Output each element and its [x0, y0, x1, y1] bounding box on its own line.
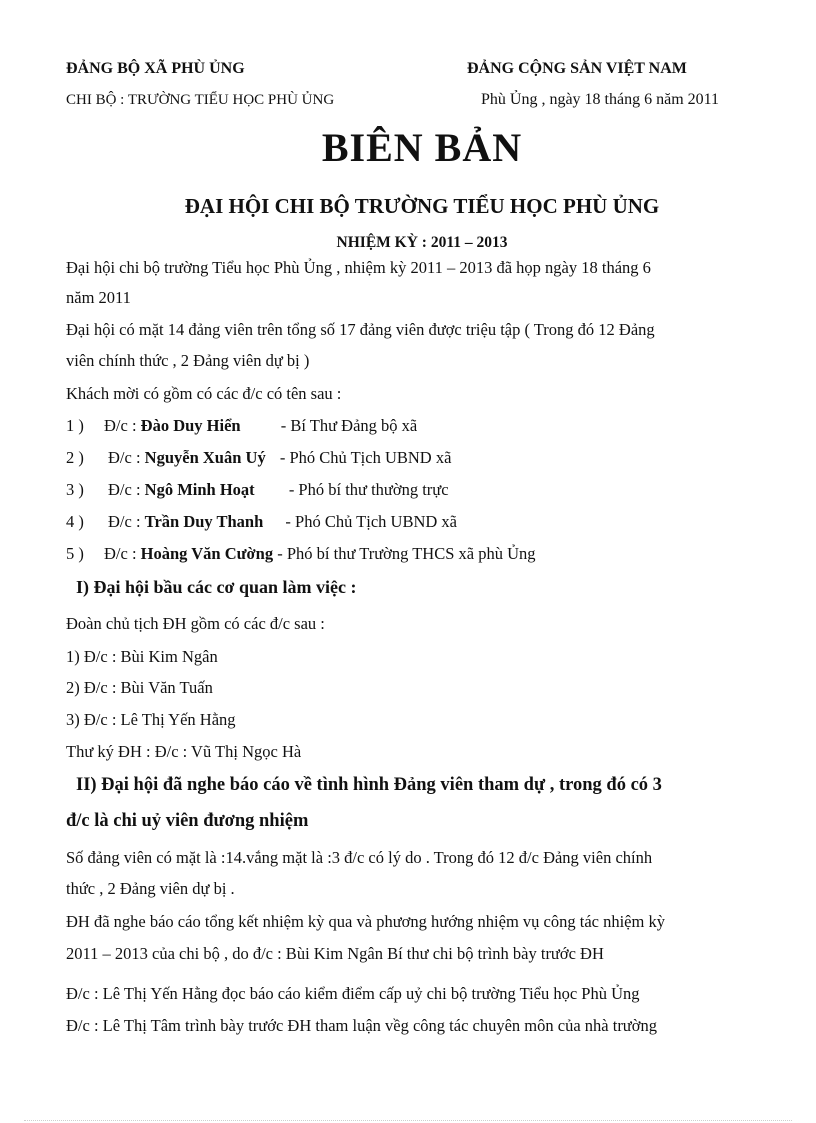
guest-item — [66, 448, 451, 468]
guest-name: Ngô Minh Hoạt — [144, 480, 255, 499]
guests-intro: Khách mời có gồm có các đ/c có tên sau : — [66, 384, 342, 403]
attendance-line-2: viên chính thức , 2 Đảng viên dự bị ) — [66, 351, 310, 370]
guest-name: Đào Duy Hiển — [140, 416, 241, 435]
guest-name: Nguyễn Xuân Uý — [144, 448, 266, 467]
self-review-line: Đ/c : Lê Thị Yến Hằng đọc báo cáo kiểm điểm cấp uỷ chi bộ trường Tiểu học Phù Ủng — [66, 984, 640, 1003]
page-bottom-divider — [24, 1120, 792, 1121]
guest-role: - Bí Thư Đảng bộ xã — [280, 416, 418, 435]
guest-role: - Phó Chủ Tịch UBND xã — [285, 512, 457, 531]
guest-role: - Phó bí thư Trường THCS xã phù Ủng — [277, 544, 536, 563]
attendance-line-1: Đại hội có mặt 14 đảng viên trên tổng số 17 đảng viên được triệu tập ( Trong đó 12 Đảng — [66, 320, 655, 339]
guest-number: 1 ) — [66, 416, 84, 435]
guest-item — [66, 512, 457, 532]
party-name: ĐẢNG CỘNG SẢN VIỆT NAM — [467, 60, 687, 77]
guest-role: - Phó Chủ Tịch UBND xã — [279, 448, 452, 467]
presidium-member: 3) Đ/c : Lê Thị Yến Hằng — [66, 710, 236, 729]
report-summary-line-1: ĐH đã nghe báo cáo tổng kết nhiệm kỳ qua và phương hướng nhiệm vụ công tác nhiệm kỳ — [66, 912, 665, 931]
guest-item — [66, 544, 536, 564]
guest-prefix: Đ/c : — [108, 512, 141, 531]
party-cell-name: CHI BỘ : TRƯỜNG TIỂU HỌC PHÙ ỦNG — [66, 92, 335, 108]
guest-role: - Phó bí thư thường trực — [288, 480, 449, 499]
guest-prefix: Đ/c : — [104, 416, 137, 435]
guest-item — [66, 416, 417, 436]
guest-prefix: Đ/c : — [108, 448, 141, 467]
guest-name: Hoàng Văn Cường — [140, 544, 274, 563]
guest-prefix: Đ/c : — [108, 480, 141, 499]
guest-number: 2 ) — [66, 448, 84, 467]
document-title: BIÊN BẢN — [321, 125, 523, 170]
section-2-heading-line-2: đ/c là chi uỷ viên đương nhiệm — [66, 811, 309, 831]
guest-item — [66, 480, 449, 500]
presidium-member: 2) Đ/c : Bùi Văn Tuấn — [66, 678, 213, 697]
attendance-report-line-1: Số đảng viên có mặt là :14.vắng mặt là :3 đ/c có lý do . Trong đó 12 đ/c Đảng viên chính — [66, 848, 653, 867]
section-2-heading-line-1: II) Đại hội đã nghe báo cáo về tình hình Đảng viên tham dự , trong đó có 3 — [76, 775, 662, 795]
intro-line-2: năm 2011 — [66, 288, 131, 307]
guest-number: 4 ) — [66, 512, 84, 531]
section-1-heading: I) Đại hội bầu các cơ quan làm việc : — [76, 577, 357, 597]
secretary-line: Thư ký ĐH : Đ/c : Vũ Thị Ngọc Hà — [66, 742, 302, 761]
presidium-intro: Đoàn chủ tịch ĐH gồm có các đ/c sau : — [66, 614, 325, 633]
attendance-report-line-2: thức , 2 Đảng viên dự bị . — [66, 879, 235, 898]
guest-number: 5 ) — [66, 544, 84, 563]
guest-name: Trần Duy Thanh — [144, 512, 264, 531]
intro-line-1: Đại hội chi bộ trường Tiểu học Phù Ủng , nhiệm kỳ 2011 – 2013 đã họp ngày 18 tháng 6 — [66, 258, 651, 277]
presidium-member: 1) Đ/c : Bùi Kim Ngân — [66, 647, 218, 666]
guest-prefix: Đ/c : — [104, 544, 137, 563]
guest-number: 3 ) — [66, 480, 84, 499]
document-subtitle: ĐẠI HỘI CHI BỘ TRƯỜNG TIỂU HỌC PHÙ ỦNG — [184, 194, 660, 218]
discussion-line: Đ/c : Lê Thị Tâm trình bày trước ĐH tham luận vềg công tác chuyên môn của nhà trường — [66, 1016, 657, 1035]
document-date: Phù Ủng , ngày 18 tháng 6 năm 2011 — [481, 91, 720, 108]
term-label: NHIỆM KỲ : 2011 – 2013 — [336, 234, 508, 251]
party-committee-name: ĐẢNG BỘ XÃ PHÙ ỦNG — [66, 60, 245, 77]
report-summary-line-2: 2011 – 2013 của chi bộ , do đ/c : Bùi Kim Ngân Bí thư chi bộ trình bày trước ĐH — [66, 944, 604, 963]
